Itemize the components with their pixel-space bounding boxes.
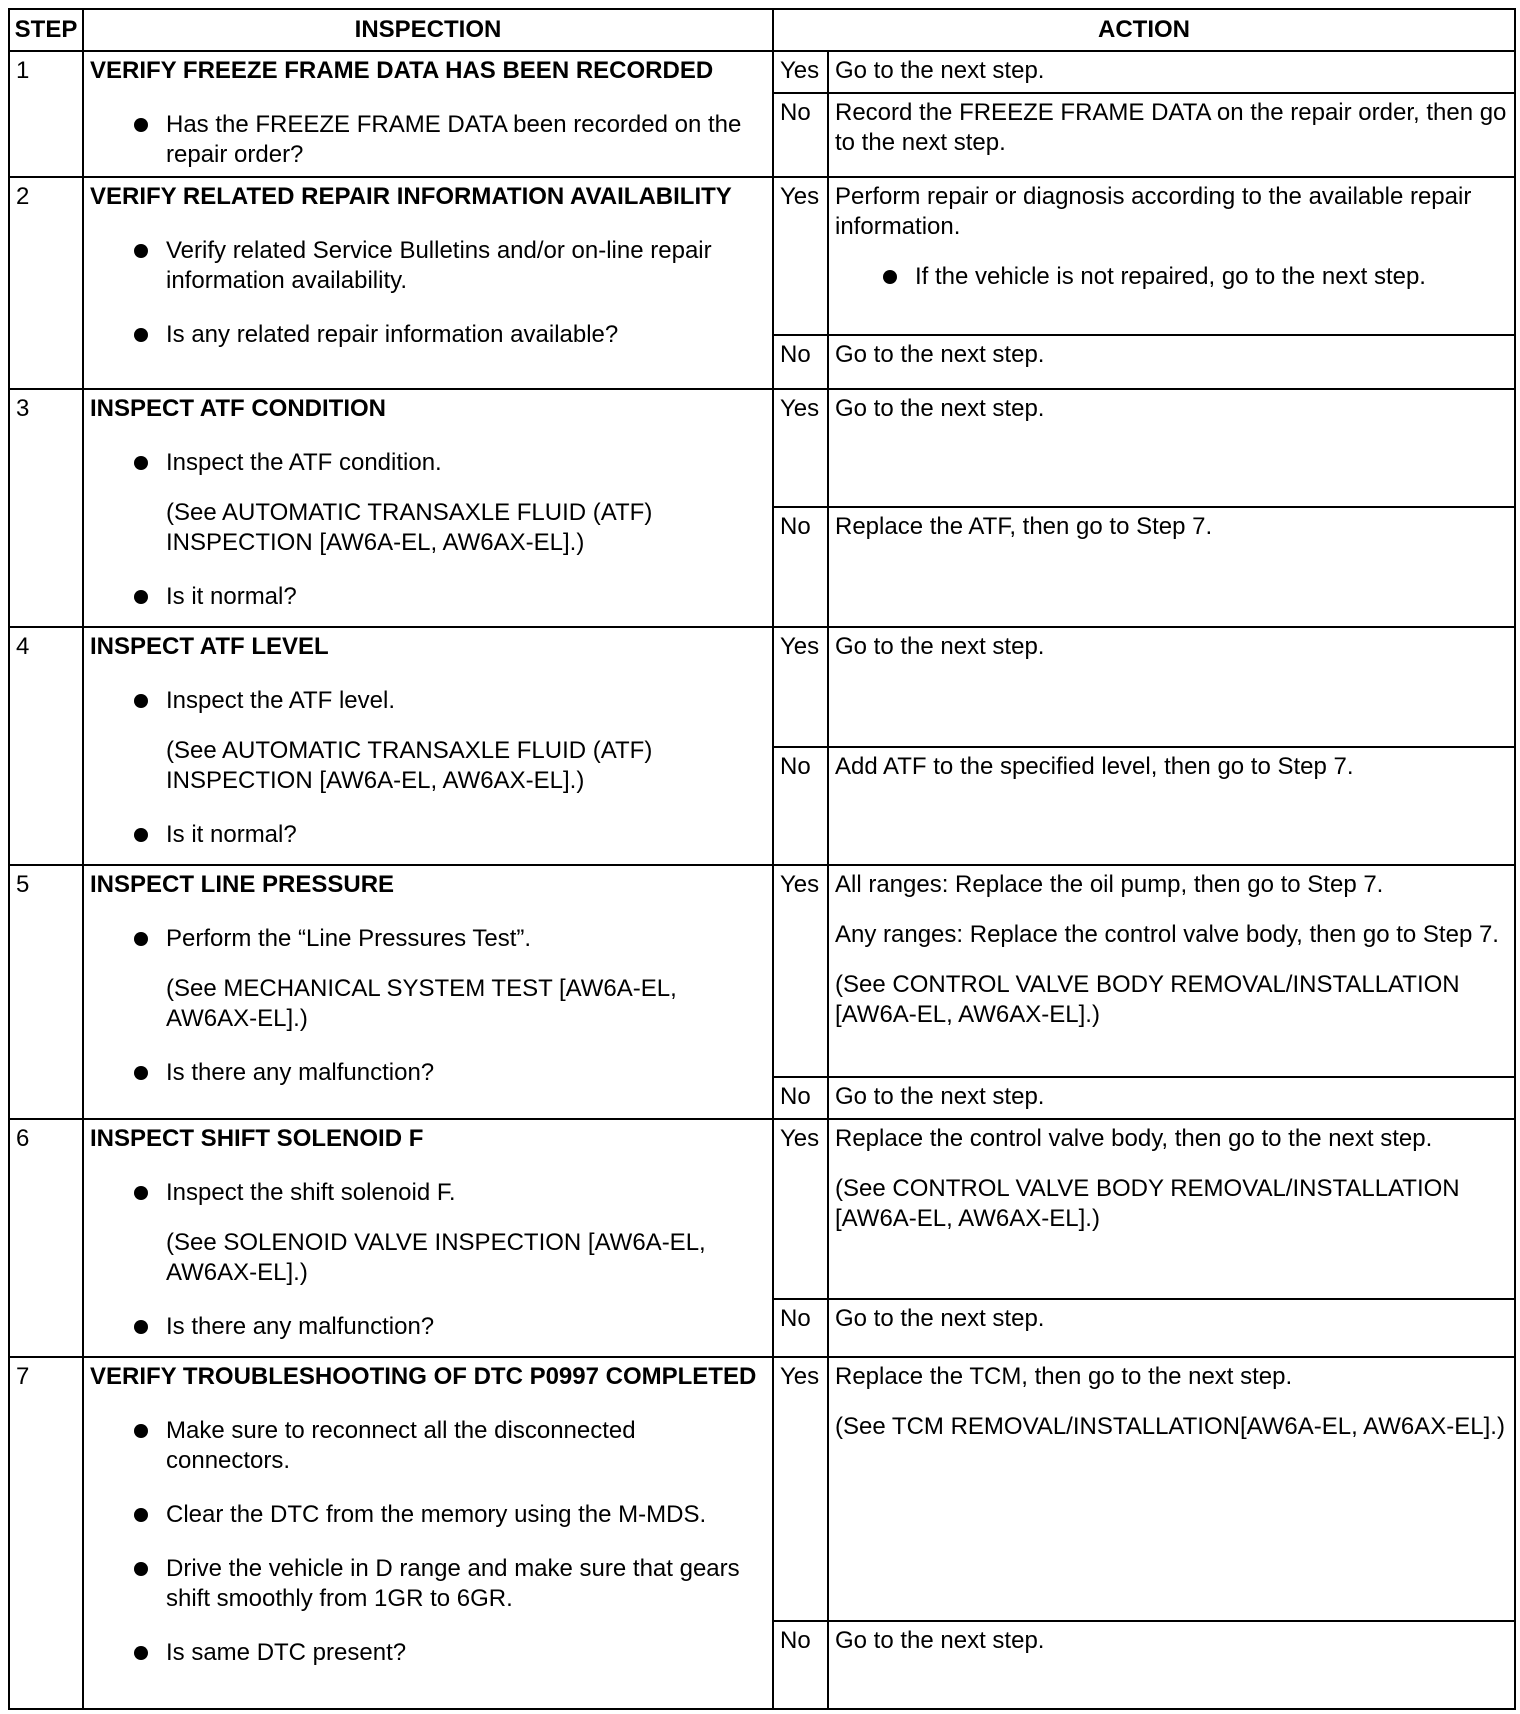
yes-label: Yes bbox=[773, 51, 828, 93]
bullet-icon bbox=[134, 828, 148, 842]
no-action: Add ATF to the specified level, then go to Step 7. bbox=[828, 747, 1515, 865]
bullet-icon bbox=[134, 1320, 148, 1334]
bullet-icon bbox=[134, 244, 148, 258]
reference-text: (See AUTOMATIC TRANSAXLE FLUID (ATF) INSPECTION [AW6A-EL, AW6AX-EL].) bbox=[166, 499, 653, 556]
yes-label: Yes bbox=[773, 389, 828, 507]
list-item: Is there any malfunction? bbox=[90, 1058, 766, 1088]
table-row bbox=[9, 1119, 1515, 1299]
no-action: Go to the next step. bbox=[828, 1299, 1515, 1357]
yes-label: Yes bbox=[773, 1119, 828, 1299]
no-action: Go to the next step. bbox=[828, 1077, 1515, 1119]
list-item: Inspect the ATF level. bbox=[90, 686, 766, 716]
yes-action: Perform repair or diagnosis according to the available repair information. If the vehicle is not repaired, go to the next step. bbox=[828, 177, 1515, 335]
yes-action: Replace the control valve body, then go to the next step. (See CONTROL VALVE BODY REMOVAL/INSTALLATION [AW6A-EL, AW6AX-EL].) bbox=[828, 1119, 1515, 1299]
list-item: Is there any malfunction? bbox=[90, 1312, 766, 1342]
bullet-icon bbox=[134, 1186, 148, 1200]
step-title: VERIFY TROUBLESHOOTING OF DTC P0997 COMPLETED bbox=[90, 1363, 757, 1390]
list-item: Is it normal? bbox=[90, 820, 766, 850]
bullet-icon bbox=[134, 1508, 148, 1522]
step-number: 1 bbox=[9, 51, 83, 177]
list-item: Make sure to reconnect all the disconnected connectors. bbox=[90, 1416, 766, 1476]
step-title: VERIFY RELATED REPAIR INFORMATION AVAILABILITY bbox=[90, 183, 732, 210]
bullet-icon bbox=[134, 1424, 148, 1438]
reference-text: (See AUTOMATIC TRANSAXLE FLUID (ATF) INSPECTION [AW6A-EL, AW6AX-EL].) bbox=[166, 737, 653, 794]
list-item: If the vehicle is not repaired, go to the next step. bbox=[835, 262, 1508, 292]
step-number: 2 bbox=[9, 177, 83, 389]
no-label: No bbox=[773, 1621, 828, 1709]
inspection-cell bbox=[83, 1119, 773, 1357]
reference-text: (See CONTROL VALVE BODY REMOVAL/INSTALLATION [AW6A-EL, AW6AX-EL].) bbox=[835, 1175, 1460, 1232]
yes-action: Go to the next step. bbox=[828, 627, 1515, 747]
yes-action: Go to the next step. bbox=[828, 51, 1515, 93]
yes-label: Yes bbox=[773, 1357, 828, 1621]
bullet-icon bbox=[134, 1066, 148, 1080]
no-action: Replace the ATF, then go to Step 7. bbox=[828, 507, 1515, 627]
reference-text: (See TCM REMOVAL/INSTALLATION[AW6A-EL, AW6AX-EL].) bbox=[835, 1413, 1505, 1440]
step-title: INSPECT ATF LEVEL bbox=[90, 633, 329, 660]
bullet-list bbox=[90, 820, 766, 850]
list-item: Drive the vehicle in D range and make sure that gears shift smoothly from 1GR to 6GR. bbox=[90, 1554, 766, 1614]
table-row bbox=[9, 865, 1515, 1077]
step-number: 5 bbox=[9, 865, 83, 1119]
no-label: No bbox=[773, 1299, 828, 1357]
inspection-cell bbox=[83, 627, 773, 865]
reference-text: (See CONTROL VALVE BODY REMOVAL/INSTALLATION [AW6A-EL, AW6AX-EL].) bbox=[835, 971, 1460, 1028]
bullet-list bbox=[90, 110, 766, 170]
yes-label: Yes bbox=[773, 627, 828, 747]
list-item: Clear the DTC from the memory using the M-MDS. bbox=[90, 1500, 766, 1530]
header-step: STEP bbox=[9, 9, 83, 51]
reference-text: (See MECHANICAL SYSTEM TEST [AW6A-EL, AW6AX-EL].) bbox=[166, 975, 677, 1032]
list-item: Perform the “Line Pressures Test”. bbox=[90, 924, 766, 954]
bullet-icon bbox=[134, 932, 148, 946]
inspection-cell bbox=[83, 1357, 773, 1709]
step-title: INSPECT LINE PRESSURE bbox=[90, 871, 395, 898]
yes-label: Yes bbox=[773, 865, 828, 1077]
yes-action: Replace the TCM, then go to the next step. (See TCM REMOVAL/INSTALLATION[AW6A-EL, AW6AX-EL].) bbox=[828, 1357, 1515, 1621]
no-label: No bbox=[773, 747, 828, 865]
list-item: Has the FREEZE FRAME DATA been recorded on the repair order? bbox=[90, 110, 766, 170]
bullet-icon bbox=[134, 1646, 148, 1660]
step-title: INSPECT ATF CONDITION bbox=[90, 395, 386, 422]
inspection-cell bbox=[83, 865, 773, 1119]
list-item: Inspect the shift solenoid F. bbox=[90, 1178, 766, 1208]
no-label: No bbox=[773, 1077, 828, 1119]
table-row bbox=[9, 177, 1515, 335]
bullet-icon bbox=[134, 456, 148, 470]
table-row bbox=[9, 1357, 1515, 1621]
no-label: No bbox=[773, 335, 828, 389]
table-row bbox=[9, 51, 1515, 93]
list-item: Is same DTC present? bbox=[90, 1638, 766, 1668]
yes-action: All ranges: Replace the oil pump, then go to Step 7. Any ranges: Replace the control valve body, then go to Step 7. (See CONTROL VALVE BODY REMOVAL/INSTALLATION [AW6A-EL, AW6AX-EL].) bbox=[828, 865, 1515, 1077]
bullet-icon bbox=[134, 118, 148, 132]
bullet-icon bbox=[883, 270, 897, 284]
bullet-icon bbox=[134, 694, 148, 708]
step-number: 7 bbox=[9, 1357, 83, 1709]
bullet-list bbox=[90, 1058, 766, 1088]
no-action: Go to the next step. bbox=[828, 335, 1515, 389]
yes-label: Yes bbox=[773, 177, 828, 335]
list-item: Is any related repair information available? bbox=[90, 320, 766, 350]
no-label: No bbox=[773, 93, 828, 177]
bullet-list bbox=[90, 1416, 766, 1668]
step-title: INSPECT SHIFT SOLENOID F bbox=[90, 1125, 424, 1152]
bullet-list bbox=[90, 448, 766, 478]
header-action: ACTION bbox=[773, 9, 1515, 51]
step-number: 3 bbox=[9, 389, 83, 627]
inspection-cell bbox=[83, 389, 773, 627]
bullet-list bbox=[90, 686, 766, 716]
reference-text: (See SOLENOID VALVE INSPECTION [AW6A-EL, AW6AX-EL].) bbox=[166, 1229, 706, 1286]
table-row bbox=[9, 389, 1515, 507]
step-number: 6 bbox=[9, 1119, 83, 1357]
yes-action: Go to the next step. bbox=[828, 389, 1515, 507]
table-row bbox=[9, 627, 1515, 747]
bullet-icon bbox=[134, 1562, 148, 1576]
table-header-row bbox=[9, 9, 1515, 51]
bullet-icon bbox=[134, 328, 148, 342]
bullet-icon bbox=[134, 590, 148, 604]
no-action: Go to the next step. bbox=[828, 1621, 1515, 1709]
step-number: 4 bbox=[9, 627, 83, 865]
list-item: Is it normal? bbox=[90, 582, 766, 612]
bullet-list bbox=[90, 924, 766, 954]
list-item: Verify related Service Bulletins and/or on-line repair information availability. bbox=[90, 236, 766, 296]
header-inspection: INSPECTION bbox=[83, 9, 773, 51]
diagnostic-procedure-table bbox=[8, 8, 1516, 1710]
inspection-cell bbox=[83, 51, 773, 177]
no-label: No bbox=[773, 507, 828, 627]
bullet-list bbox=[90, 236, 766, 350]
bullet-list bbox=[90, 582, 766, 612]
inspection-cell bbox=[83, 177, 773, 389]
bullet-list bbox=[90, 1178, 766, 1208]
no-action: Record the FREEZE FRAME DATA on the repair order, then go to the next step. bbox=[828, 93, 1515, 177]
step-title: VERIFY FREEZE FRAME DATA HAS BEEN RECORDED bbox=[90, 57, 714, 84]
bullet-list bbox=[90, 1312, 766, 1342]
list-item: Inspect the ATF condition. bbox=[90, 448, 766, 478]
